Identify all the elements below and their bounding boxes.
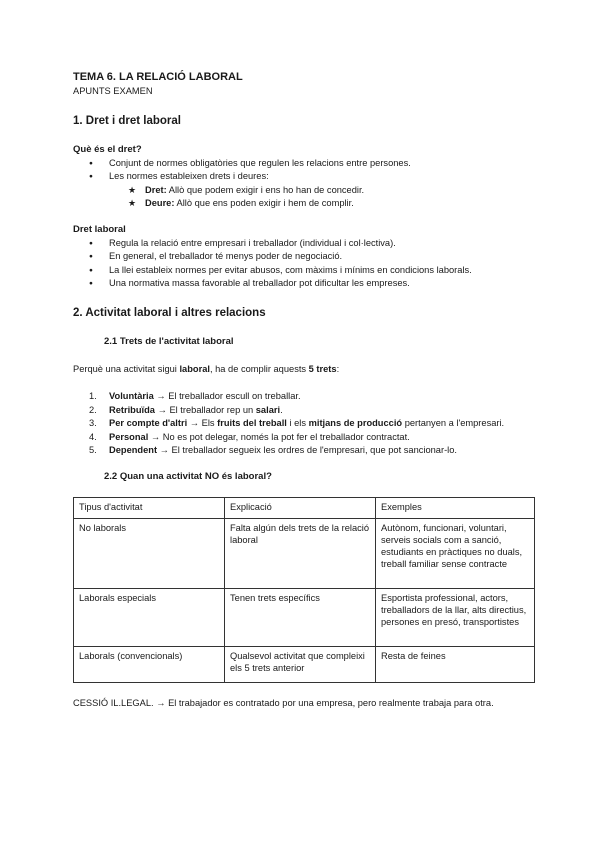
table-cell: No laborals [74,518,225,588]
table-cell: Autònom, funcionari, voluntari, serveis socials com a sanció, estudiants en pràctiques no duals, treball familiar sense contracte [376,518,535,588]
table-header-cell: Tipus d'activitat [74,497,225,518]
document-title: TEMA 6. LA RELACIÓ LABORAL [73,71,243,83]
subsection-2-2-heading: 2.2 Quan una activitat NO és laboral? [104,471,272,483]
dret-question: Què és el dret? [73,144,142,156]
list-item: 2. Retribuïda → El treballador rep un salari. [89,404,283,415]
activity-types-table [73,497,535,683]
list-item: ● Les normes estableixen drets i deures: [73,170,533,183]
list-item: 3. Per compte d'altri → Els fruits del treball i els mitjans de producció pertanyen a l'empresari. [89,418,505,429]
subsection-2-1-heading: 2.1 Trets de l'activitat laboral [104,336,234,348]
table-cell: Laborals (convencionals) [74,646,225,682]
list-item: ★ Deure: Allò que ens poden exigir i hem de complir. [73,197,533,210]
table-cell: Tenen trets específics [225,588,376,646]
table-cell: Esportista professional, actors, treballadors de la llar, alts directius, persones en presó, transportistes [376,588,535,646]
list-item: ● Una normativa massa favorable al treballador pot dificultar les empreses. [73,277,533,290]
list-item: ● La llei estableix normes per evitar abusos, com màxims i mínims en condicions laborals. [73,264,533,277]
list-item: 1. Voluntària → El treballador escull on treballar. [89,391,301,402]
section-1-heading: 1. Dret i dret laboral [73,115,182,128]
dret-laboral-heading: Dret laboral [73,224,126,236]
table-row [74,646,535,682]
table-cell: Qualsevol activitat que compleixi els 5 trets anterior [225,646,376,682]
list-item: ● Conjunt de normes obligatòries que regulen les relacions entre persones. [73,157,533,170]
section-2-heading: 2. Activitat laboral i altres relacions [73,307,266,320]
table-cell: Falta algún dels trets de la relació laboral [225,518,376,588]
table-row [74,588,535,646]
dret-sublist [73,184,533,211]
list-item: ● Regula la relació entre empresari i treballador (individual i col·lectiva). [73,237,533,250]
table-cell: Laborals especials [74,588,225,646]
table-header-cell: Explicació [225,497,376,518]
trets-list [73,390,533,457]
cessio-illegal-note: CESSIÓ IL.LEGAL. → El trabajador es contratado por una empresa, pero realmente trabaja para otra. [73,697,494,708]
document-subtitle: APUNTS EXAMEN [73,86,153,96]
dret-list [73,157,533,184]
trets-intro: Perquè una activitat sigui laboral, ha de complir aquests 5 trets: [73,363,340,374]
list-item: 4. Personal → No es pot delegar, només la pot fer el treballador contractat. [89,431,410,442]
table-cell: Resta de feines [376,646,535,682]
list-item: 5. Dependent → El treballador segueix les ordres de l'empresari, que pot sancionar-lo. [89,444,457,455]
table-row [74,518,535,588]
document-page [73,70,533,719]
list-item: ● En general, el treballador té menys poder de negociació. [73,250,533,263]
table-header-row [74,497,535,518]
table-header-cell: Exemples [376,497,535,518]
dret-laboral-list [73,237,533,291]
list-item: ★ Dret: Allò que podem exigir i ens ho han de concedir. [73,184,533,197]
